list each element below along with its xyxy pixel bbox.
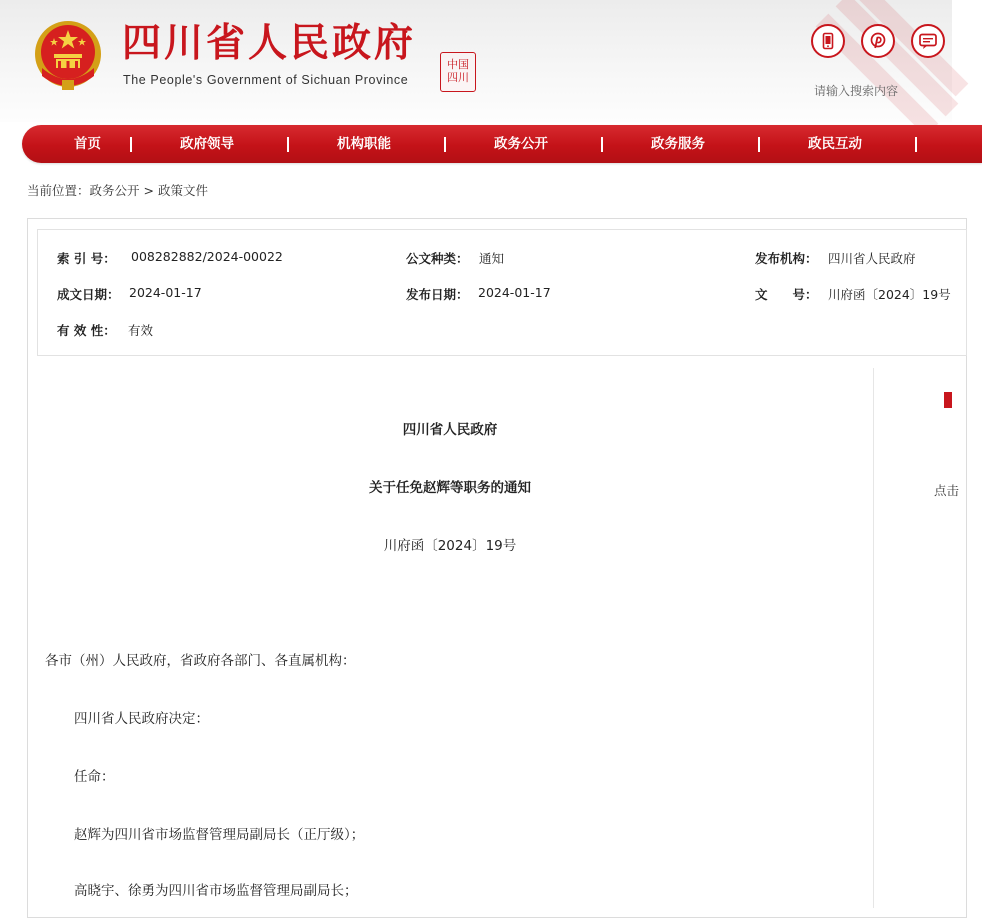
meta-docno-value: 川府函〔2024〕19号 [828,287,951,302]
meta-validity-value: 有效 [128,323,154,338]
document-paragraph: 高晓宇、徐勇为四川省市场监督管理局副局长； [74,883,358,899]
meta-type-label: 公文种类： [406,251,469,266]
breadcrumb-item-policy[interactable]: 政策文件 [157,183,208,198]
seal-text: 中国四川 [447,58,469,84]
meta-created-label: 成文日期： [57,287,120,302]
decorative-pattern-icon [822,0,962,130]
nav-separator [444,137,446,152]
nav-item-services[interactable]: 政务服务 [651,136,705,152]
document-title: 关于任免赵辉等职务的通知 [369,480,531,496]
meta-issuer-label: 发布机构： [755,251,818,266]
nav-separator [758,137,760,152]
meta-issuer-value: 四川省人民政府 [828,251,916,266]
meta-docno-label: 文 号： [755,287,818,302]
meta-index-label: 索 引 号： [57,251,116,266]
search-input[interactable] [806,78,952,104]
document-meta-box [37,229,967,356]
document-number: 川府函〔2024〕19号 [383,538,517,554]
nav-item-interaction[interactable]: 政民互动 [808,136,862,152]
nav-item-functions[interactable]: 机构职能 [337,136,391,152]
sidebar-partial-text[interactable]: 点击 [934,483,960,498]
nav-item-leaders[interactable]: 政府领导 [180,136,234,152]
document-paragraph: 赵辉为四川省市场监督管理局副局长（正厅级）； [74,827,365,843]
meta-created-value: 2024-01-17 [129,285,202,300]
meta-type-value: 通知 [479,251,505,266]
site-subtitle: The People's Government of Sichuan Province [123,73,409,87]
nav-separator [287,137,289,152]
meta-index-value: 008282882/2024-00022 [131,249,283,264]
nav-separator [601,137,603,152]
sichuan-seal-icon [440,52,476,92]
national-emblem-icon[interactable] [32,18,104,92]
site-header [0,0,952,122]
pinterest-glyph-icon [868,31,888,51]
sidebar-accent-bar [944,392,952,408]
nav-item-home[interactable]: 首页 [74,136,101,152]
breadcrumb-item-disclosure[interactable]: 政务公开 [89,183,140,198]
document-paragraph: 四川省人民政府决定： [74,711,209,727]
nav-separator [130,137,132,152]
sidebar-divider [873,368,874,908]
message-icon[interactable] [911,24,945,58]
mobile-glyph-icon [819,32,837,50]
meta-published-value: 2024-01-17 [478,285,551,300]
meta-published-label: 发布日期： [406,287,469,302]
nav-item-disclosure[interactable]: 政务公开 [494,136,548,152]
breadcrumb-separator: > [139,183,158,198]
breadcrumb-prefix: 当前位置： [27,183,90,198]
main-nav [22,125,982,163]
document-issuer: 四川省人民政府 [402,422,498,438]
document-paragraph: 任命： [74,769,115,785]
pinterest-icon[interactable] [861,24,895,58]
nav-separator [915,137,917,152]
breadcrumb [27,181,208,199]
site-title[interactable]: 四川省人民政府 [122,20,417,66]
message-glyph-icon [918,32,938,50]
document-paragraph: 各市（州）人民政府，省政府各部门、各直属机构： [45,653,356,669]
mobile-icon[interactable] [811,24,845,58]
meta-validity-label: 有 效 性： [57,323,116,338]
